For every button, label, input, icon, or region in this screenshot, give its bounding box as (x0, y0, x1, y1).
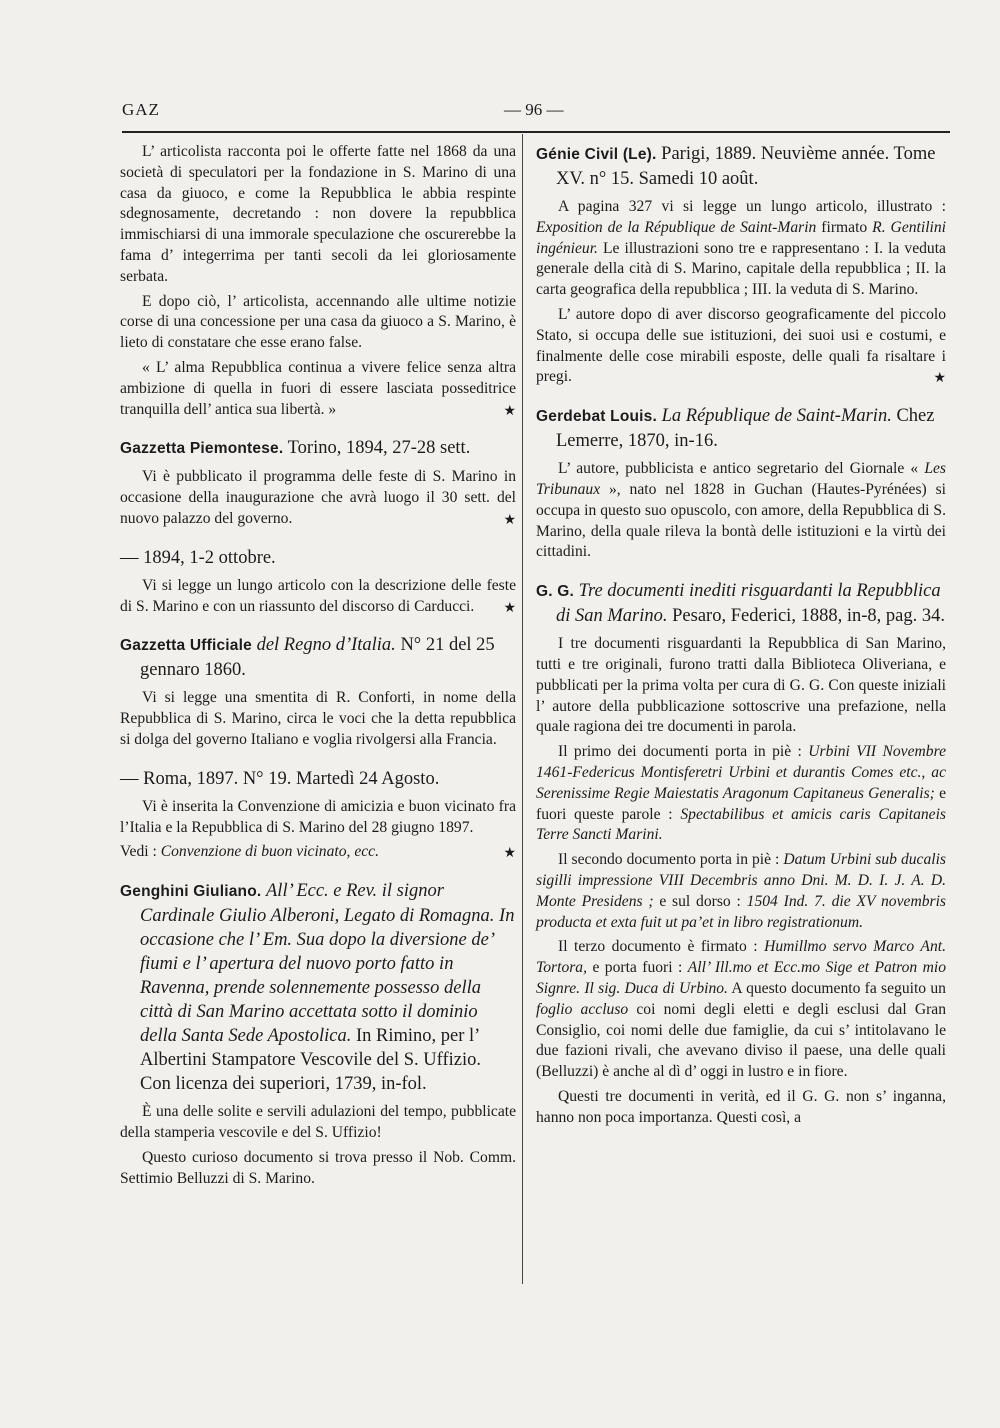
quote-text: « L’ alma Repubblica continua a vivere felice senza altra ambizione di quella in fuori di essere lasciata posseditrice tranquilla dell’ antica sua libertà. » (120, 358, 516, 418)
paragraph-text: e fuori queste parole : (536, 784, 946, 823)
page-header (122, 98, 950, 128)
entry-subheading: — Roma, 1897. N° 19. Martedì 24 Agosto. (120, 768, 440, 789)
entry-heading (536, 579, 946, 628)
entry-author: G. G. (536, 583, 575, 601)
paragraph-text: Vi si legge un lungo articolo con la descrizione delle feste di S. Marino e con un riassunto del discorso di Carducci. (120, 576, 516, 615)
paragraph: Questi tre documenti in verità, ed il G. G. non s’ inganna, hanno non poca importanza. Questi così, a (536, 1087, 946, 1126)
entry-genghini (120, 879, 516, 1189)
article-author: R. Gentilini ingénieur. (536, 218, 946, 257)
latin-quote: 1504 Ind. 7. die XV novembris producta et exta fuit ut pa’et in libro registrationum. (536, 892, 946, 931)
paragraph (536, 742, 946, 846)
entry-gazzetta-piemontese-2 (120, 546, 516, 618)
page-number: — 96 — (504, 100, 564, 119)
entry-heading (536, 404, 946, 453)
entry-author: Génie Civil (Le). (536, 146, 657, 163)
article-title: Exposition de la République de Saint-Marin (536, 218, 817, 236)
paragraph-text: Il secondo documento porta in piè : (558, 851, 780, 869)
entry-title: La République de Saint-Marin. (661, 406, 892, 427)
entry-title: Tre documenti inediti risguardanti la Repubblica di San Marino. (556, 581, 941, 627)
paragraph (536, 459, 946, 563)
paragraph (536, 305, 946, 388)
entry-imprint: Pesaro, Federici, 1888, in-8, pag. 34. (672, 606, 945, 627)
entry-imprint: Parigi, 1889. Neuvième année. Tome XV. n° 15. Samedi 10 août. (556, 144, 936, 189)
paragraph-text: L’ autore dopo di aver discorso geograficamente del piccolo Stato, si occupa delle sue istituzioni, dei suoi usi e costumi, e finalmente delle cose mirabili esposte, delle quali fa risaltare i pregi. (536, 305, 946, 386)
latin-quote: Urbini VII Novembre 1461-Federicus Montisferetri Urbini et durantis Comes etc., ac Serenissime Regie Maiestatis Aragonum Capitaneus Generalis; (536, 743, 946, 802)
entry-heading (120, 436, 516, 461)
entry-subheading: — 1894, 1-2 ottobre. (120, 547, 276, 568)
paragraph-text: A pagina 327 vi si legge un lungo articolo, illustrato : (558, 198, 946, 215)
entry-imprint: Chez Lemerre, 1870, in-16. (556, 406, 935, 452)
paragraph: L’ articolista racconta poi le offerte fatte nel 1868 da una società di speculatori per la fondazione in S. Marino di una casa da giuoco, e come la Repubblica le abbia respinte sdegnosamente, decretando : non dovere la repubblica immischiarsi di una immorale speculazione che oscurerebbe la fama d’ integerrima per tanti secoli da lei gloriosamente serbata. (120, 143, 516, 285)
entry-gerdebat (536, 404, 946, 563)
paragraph-text: Il primo dei documenti porta in piè : (558, 743, 802, 761)
paragraph: E dopo ciò, l’ articolista, accennando alle ultime notizie corse di una concessione per una casa da giuoco a S. Marino, è lieto di constatare che esse erano false. (120, 292, 516, 352)
column-divider (522, 134, 523, 1284)
paragraph (536, 850, 946, 933)
star-icon: ★ (933, 371, 946, 387)
entry-title: del Regno d’Italia. (256, 635, 396, 656)
star-icon: ★ (503, 403, 516, 419)
paragraph-text: Vi è pubblicato il programma delle feste di S. Marino in occasione della inaugurazione che avrà luogo il 30 sett. del nuovo palazzo del governo. (120, 468, 516, 527)
entry-imprint: Torino, 1894, 27-28 sett. (287, 438, 471, 459)
latin-quote: Humillmo servo Marco Ant. Tortora, (536, 938, 946, 977)
running-head: GAZ (122, 100, 160, 119)
entry-genie-civil (536, 142, 946, 388)
entry-author: Gazzetta Ufficiale (120, 637, 252, 655)
entry-author: Gazzetta Piemontese. (120, 440, 284, 458)
latin-quote: Spectabilibus et amicis caris Capitaneis Terre Sancti Marini. (536, 805, 947, 844)
paragraph: Vi si legge una smentita di R. Conforti, in nome della Repubblica di S. Marino, circa le voci che la detta repubblica si dolga del governo Italiano e voglia rivolgersi alla Francia. (120, 689, 516, 748)
paragraph (536, 197, 946, 301)
star-icon: ★ (503, 846, 516, 862)
latin-quote: All’ Ill.mo et Ecc.mo Sige et Patron mio Signre. Il sig. Duca di Urbino. (536, 959, 947, 997)
entry-imprint: In Rimino, per l’ Albertini Stampatore Vescovile del S. Uffizio. Con licenza dei superiori, 1739, in-fol. (140, 1026, 481, 1095)
paragraph-text: e sul dorso : (659, 892, 741, 910)
star-icon: ★ (503, 512, 516, 528)
right-column (536, 142, 946, 1136)
entry-author: Gerdebat Louis. (536, 408, 657, 426)
entry-title: All’ Ecc. e Rev. il signor Cardinale Giulio Alberoni, Legato di Romagna. In occasione che l’ Em. Sua dopo la diversione de’ fiumi e l’ apertura del nuovo porto fatto in Ravenna, prende solennemente possesso della città di San Marino accettata sotto il dominio della Santa Sede Apostolica. (140, 881, 515, 1047)
star-icon: ★ (503, 600, 516, 616)
entry-author: Genghini Giuliano. (120, 883, 262, 901)
paragraph: Vi è inserita la Convenzione di amicizia e buon vicinato fra l’Italia e la Repubblica di S. Marino del 28 giugno 1897. (120, 797, 516, 836)
entry-continuation (120, 142, 516, 420)
paragraph-text: », nato nel 1828 in Guchan (Hautes-Pyrénées) si occupa in questo suo opuscolo, con amore, della Repubblica di S. Marino, della quale rileva la bontà delle istituzioni e la virtù dei cittadini. (536, 480, 946, 561)
paragraph-text: firmato (821, 218, 868, 236)
paragraph (120, 358, 516, 420)
entry-imprint: N° 21 del 25 gennaro 1860. (140, 635, 495, 681)
entry-gazzetta-piemontese (120, 436, 516, 529)
paragraph: Questo curioso documento si trova presso il Nob. Comm. Settimio Belluzzi di S. Marino. (120, 1148, 516, 1187)
paragraph-text: Le illustrazioni sono tre e rappresentano : I. la veduta generale della cità di S. Marino, capitale della repubblica ; II. la carta geografica della repubblica ; III. la veduta di S. Marino. (536, 239, 946, 299)
entry-gazzetta-ufficiale (120, 633, 516, 750)
paragraph-text: coi nomi degli eletti e degli esclusi dal Gran Consiglio, coi nomi delle due famiglie, da cui s’ intitolavano le due fazioni rivali, che avevano diviso il paese, una delle quali (Belluzzi) è anche al dì d’ oggi in lustro e in fiore. (536, 1000, 947, 1081)
paragraph: È una delle solite e servili adulazioni del tempo, pubblicate della stamperia vescovile e del S. Uffizio! (120, 1103, 516, 1141)
entry-heading (536, 142, 946, 191)
emphasis: foglio accluso (536, 1000, 629, 1018)
paragraph-text: Vedi : (120, 843, 157, 861)
entry-gazzetta-ufficiale-2 (120, 767, 516, 863)
paragraph (120, 842, 516, 863)
paragraph-text: A questo documento fa seguito un (731, 979, 946, 997)
left-column (120, 142, 516, 1197)
paragraph-text: Il terzo documento è firmato : (558, 938, 758, 956)
cross-reference: Convenzione di buon vicinato, ecc. (160, 843, 379, 861)
latin-quote: Datum Urbini sub ducalis sigilli impressione VIII Decembris anno Dni. M. D. I. J. A. D. Monte Presidens ; (536, 851, 946, 910)
paragraph-text: L’ autore, pubblicista e antico segretario del Giornale « (558, 460, 919, 478)
header-rule (122, 131, 950, 133)
entry-gg (536, 579, 946, 1128)
journal-title: Les Tribunaux (536, 460, 946, 498)
paragraph (120, 467, 516, 529)
entry-heading (120, 879, 516, 1096)
paragraph (536, 937, 946, 1083)
entry-heading (120, 633, 516, 682)
paragraph (120, 576, 516, 618)
paragraph-text: e porta fuori : (592, 959, 683, 977)
paragraph: I tre documenti risguardanti la Repubblica di San Marino, tutti e tre originali, furono tratti dalla Biblioteca Oliveriana, e pubblicati per la prima volta per cura di G. G. Con queste iniziali l’ autore della pubblicazione sottoscrive una prefazione, nella quale ragiona dei tre documenti in parola. (536, 635, 946, 736)
